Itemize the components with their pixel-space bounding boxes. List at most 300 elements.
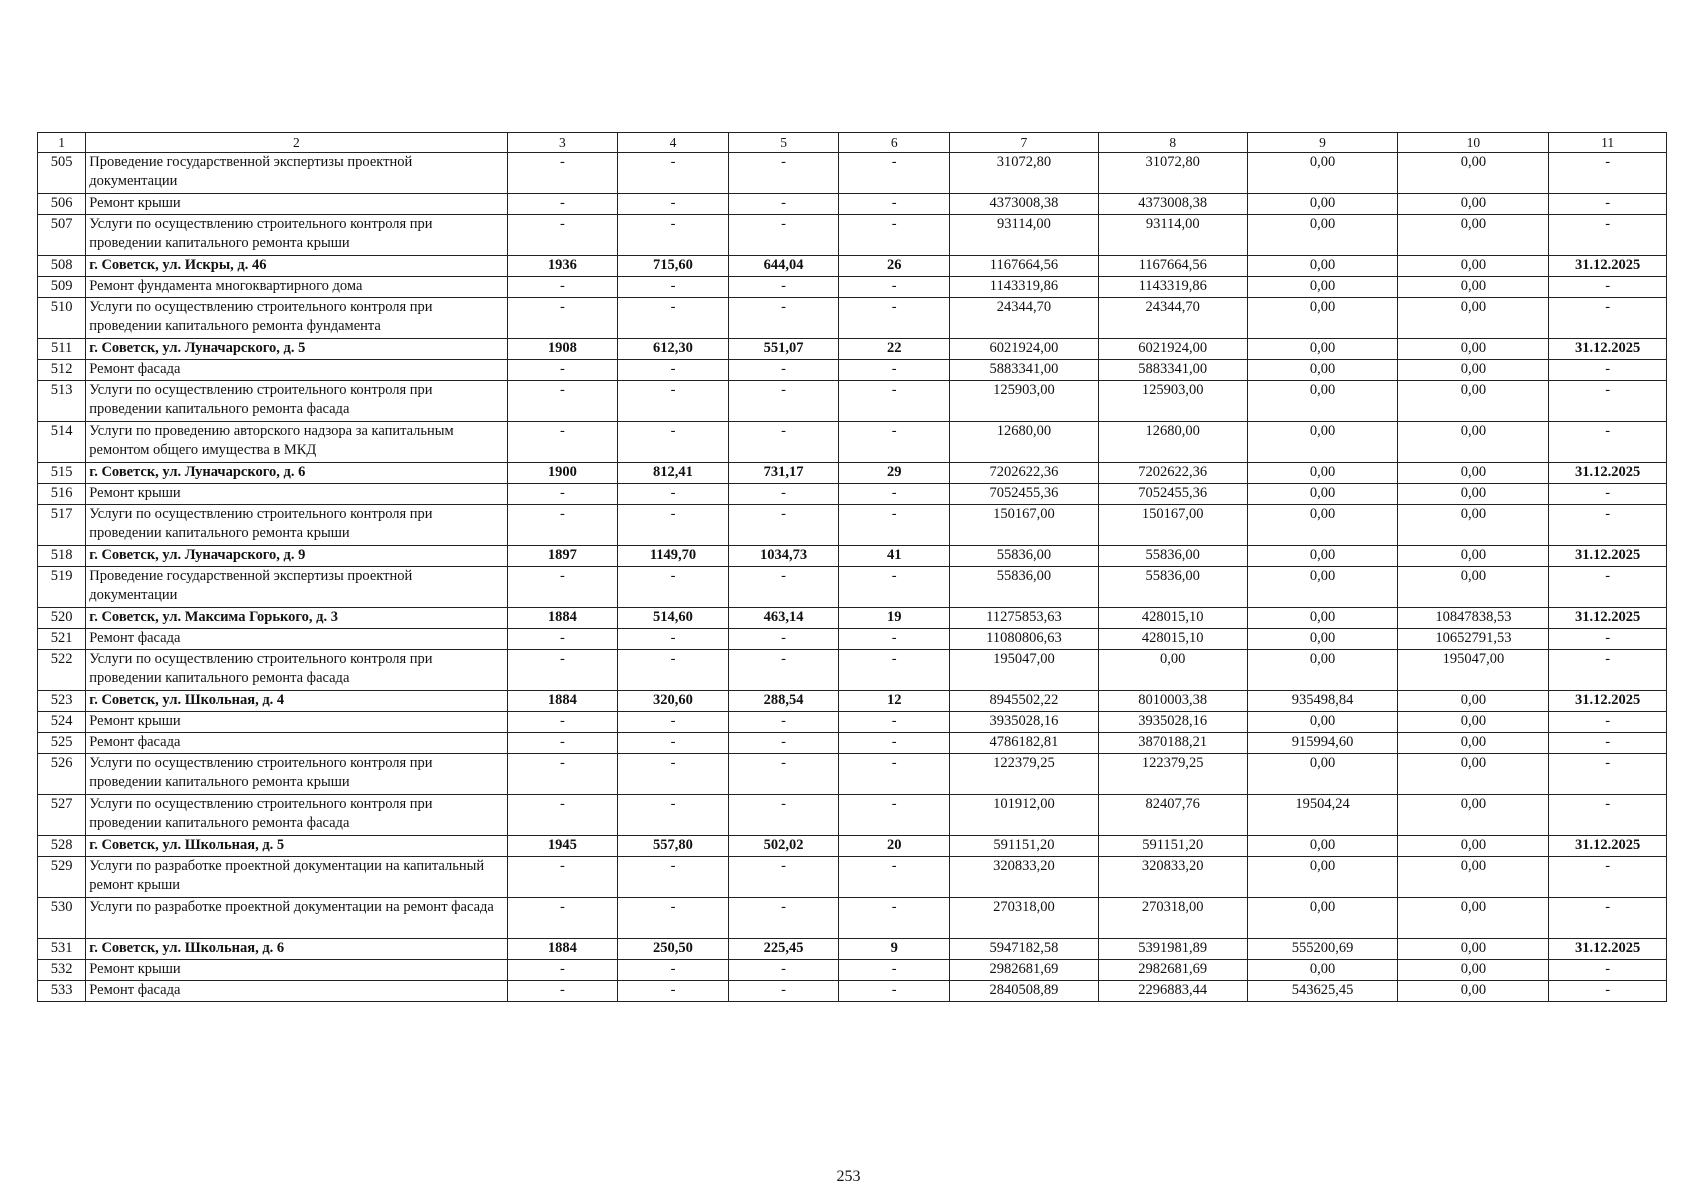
residents-cell: - [839, 360, 950, 381]
deadline-cell: - [1549, 194, 1667, 215]
total-cost-cell: 6021924,00 [950, 339, 1099, 360]
address-row [38, 463, 1667, 484]
fund-cost-cell: 5883341,00 [1098, 360, 1247, 381]
deadline-cell: - [1549, 712, 1667, 733]
work-row [38, 795, 1667, 836]
work-name-cell: Проведение государственной экспертизы проектной документации [86, 153, 507, 194]
work-name-cell: Проведение государственной экспертизы проектной документации [86, 567, 507, 608]
total-area-cell: - [618, 277, 729, 298]
header-cell: 9 [1247, 133, 1398, 153]
deadline-cell: - [1549, 857, 1667, 898]
total-area-cell: - [618, 215, 729, 256]
total-area-cell: - [618, 981, 729, 1002]
work-name-cell: Услуги по осуществлению строительного контроля при проведении капитального ремонта фасада [86, 795, 507, 836]
total-area-cell: - [618, 960, 729, 981]
owners-cost-cell: 0,00 [1247, 567, 1398, 608]
row-number-cell: 530 [38, 898, 86, 939]
row-number-cell: 517 [38, 505, 86, 546]
living-area-cell: - [728, 981, 839, 1002]
other-cost-cell: 0,00 [1398, 339, 1549, 360]
work-name-cell: Ремонт крыши [86, 960, 507, 981]
total-cost-cell: 270318,00 [950, 898, 1099, 939]
living-area-cell: - [728, 277, 839, 298]
table-body [38, 133, 1667, 1002]
work-name-cell: Ремонт фасада [86, 981, 507, 1002]
work-name-cell: г. Советск, ул. Школьная, д. 5 [86, 836, 507, 857]
year-cell: - [507, 153, 618, 194]
year-cell: - [507, 898, 618, 939]
total-cost-cell: 5947182,58 [950, 939, 1099, 960]
row-number-cell: 531 [38, 939, 86, 960]
work-name-cell: г. Советск, ул. Луначарского, д. 9 [86, 546, 507, 567]
address-row [38, 256, 1667, 277]
year-cell: - [507, 650, 618, 691]
owners-cost-cell: 0,00 [1247, 712, 1398, 733]
work-row [38, 960, 1667, 981]
fund-cost-cell: 122379,25 [1098, 754, 1247, 795]
deadline-cell: - [1549, 795, 1667, 836]
residents-cell: - [839, 505, 950, 546]
work-name-cell: Ремонт фасада [86, 733, 507, 754]
other-cost-cell: 0,00 [1398, 422, 1549, 463]
year-cell: - [507, 629, 618, 650]
other-cost-cell: 0,00 [1398, 939, 1549, 960]
living-area-cell: - [728, 381, 839, 422]
header-cell: 4 [618, 133, 729, 153]
fund-cost-cell: 2296883,44 [1098, 981, 1247, 1002]
fund-cost-cell: 2982681,69 [1098, 960, 1247, 981]
deadline-cell: - [1549, 898, 1667, 939]
row-number-cell: 510 [38, 298, 86, 339]
total-area-cell: - [618, 712, 729, 733]
total-cost-cell: 24344,70 [950, 298, 1099, 339]
owners-cost-cell: 0,00 [1247, 650, 1398, 691]
owners-cost-cell: 0,00 [1247, 754, 1398, 795]
header-cell: 7 [950, 133, 1099, 153]
fund-cost-cell: 428015,10 [1098, 608, 1247, 629]
header-cell: 5 [728, 133, 839, 153]
other-cost-cell: 0,00 [1398, 836, 1549, 857]
living-area-cell: - [728, 484, 839, 505]
living-area-cell: 502,02 [728, 836, 839, 857]
owners-cost-cell: 0,00 [1247, 360, 1398, 381]
total-cost-cell: 2840508,89 [950, 981, 1099, 1002]
other-cost-cell: 0,00 [1398, 546, 1549, 567]
total-cost-cell: 195047,00 [950, 650, 1099, 691]
work-row [38, 153, 1667, 194]
fund-cost-cell: 150167,00 [1098, 505, 1247, 546]
living-area-cell: 225,45 [728, 939, 839, 960]
row-number-cell: 506 [38, 194, 86, 215]
fund-cost-cell: 428015,10 [1098, 629, 1247, 650]
deadline-cell: - [1549, 960, 1667, 981]
row-number-cell: 505 [38, 153, 86, 194]
deadline-cell: - [1549, 153, 1667, 194]
year-cell: 1884 [507, 608, 618, 629]
work-name-cell: Ремонт крыши [86, 484, 507, 505]
year-cell: 1936 [507, 256, 618, 277]
owners-cost-cell: 0,00 [1247, 505, 1398, 546]
year-cell: - [507, 981, 618, 1002]
work-row [38, 981, 1667, 1002]
residents-cell: - [839, 795, 950, 836]
work-name-cell: Ремонт крыши [86, 712, 507, 733]
row-number-cell: 525 [38, 733, 86, 754]
fund-cost-cell: 3870188,21 [1098, 733, 1247, 754]
other-cost-cell: 0,00 [1398, 733, 1549, 754]
fund-cost-cell: 55836,00 [1098, 546, 1247, 567]
total-area-cell: - [618, 650, 729, 691]
residents-cell: 9 [839, 939, 950, 960]
residents-cell: 20 [839, 836, 950, 857]
work-row [38, 898, 1667, 939]
address-row [38, 691, 1667, 712]
deadline-cell: 31.12.2025 [1549, 339, 1667, 360]
work-name-cell: Ремонт фундамента многоквартирного дома [86, 277, 507, 298]
living-area-cell: - [728, 194, 839, 215]
fund-cost-cell: 24344,70 [1098, 298, 1247, 339]
owners-cost-cell: 0,00 [1247, 857, 1398, 898]
year-cell: - [507, 381, 618, 422]
total-cost-cell: 125903,00 [950, 381, 1099, 422]
year-cell: - [507, 795, 618, 836]
year-cell: - [507, 567, 618, 608]
owners-cost-cell: 543625,45 [1247, 981, 1398, 1002]
other-cost-cell: 0,00 [1398, 194, 1549, 215]
living-area-cell: - [728, 795, 839, 836]
other-cost-cell: 0,00 [1398, 754, 1549, 795]
living-area-cell: - [728, 298, 839, 339]
living-area-cell: 463,14 [728, 608, 839, 629]
living-area-cell: - [728, 215, 839, 256]
living-area-cell: - [728, 422, 839, 463]
other-cost-cell: 0,00 [1398, 277, 1549, 298]
fund-cost-cell: 1167664,56 [1098, 256, 1247, 277]
residents-cell: - [839, 567, 950, 608]
header-cell: 6 [839, 133, 950, 153]
total-cost-cell: 11080806,63 [950, 629, 1099, 650]
work-name-cell: Услуги по проведению авторского надзора за капитальным ремонтом общего имущества в МКД [86, 422, 507, 463]
header-cell: 1 [38, 133, 86, 153]
total-cost-cell: 31072,80 [950, 153, 1099, 194]
owners-cost-cell: 0,00 [1247, 194, 1398, 215]
other-cost-cell: 0,00 [1398, 505, 1549, 546]
total-cost-cell: 11275853,63 [950, 608, 1099, 629]
fund-cost-cell: 591151,20 [1098, 836, 1247, 857]
work-row [38, 194, 1667, 215]
fund-cost-cell: 6021924,00 [1098, 339, 1247, 360]
living-area-cell: - [728, 712, 839, 733]
total-area-cell: - [618, 381, 729, 422]
work-name-cell: г. Советск, ул. Максима Горького, д. 3 [86, 608, 507, 629]
fund-cost-cell: 1143319,86 [1098, 277, 1247, 298]
residents-cell: - [839, 629, 950, 650]
total-area-cell: - [618, 795, 729, 836]
fund-cost-cell: 7052455,36 [1098, 484, 1247, 505]
work-name-cell: Услуги по осуществлению строительного контроля при проведении капитального ремонта крыши [86, 505, 507, 546]
fund-cost-cell: 7202622,36 [1098, 463, 1247, 484]
address-row [38, 608, 1667, 629]
other-cost-cell: 195047,00 [1398, 650, 1549, 691]
deadline-cell: - [1549, 360, 1667, 381]
work-row [38, 505, 1667, 546]
work-name-cell: Услуги по осуществлению строительного контроля при проведении капитального ремонта фундамента [86, 298, 507, 339]
row-number-cell: 520 [38, 608, 86, 629]
row-number-cell: 522 [38, 650, 86, 691]
work-row [38, 712, 1667, 733]
total-cost-cell: 8945502,22 [950, 691, 1099, 712]
total-cost-cell: 7052455,36 [950, 484, 1099, 505]
living-area-cell: - [728, 960, 839, 981]
total-area-cell: - [618, 153, 729, 194]
document-table-container [37, 132, 1667, 1002]
work-row [38, 422, 1667, 463]
work-row [38, 381, 1667, 422]
work-row [38, 857, 1667, 898]
row-number-cell: 514 [38, 422, 86, 463]
work-name-cell: г. Советск, ул. Школьная, д. 6 [86, 939, 507, 960]
row-number-cell: 524 [38, 712, 86, 733]
deadline-cell: - [1549, 505, 1667, 546]
year-cell: 1908 [507, 339, 618, 360]
residents-cell: - [839, 194, 950, 215]
work-name-cell: г. Советск, ул. Школьная, д. 4 [86, 691, 507, 712]
owners-cost-cell: 0,00 [1247, 463, 1398, 484]
header-cell: 11 [1549, 133, 1667, 153]
address-row [38, 836, 1667, 857]
residents-cell: - [839, 733, 950, 754]
residents-cell: 41 [839, 546, 950, 567]
row-number-cell: 507 [38, 215, 86, 256]
residents-cell: - [839, 484, 950, 505]
total-cost-cell: 5883341,00 [950, 360, 1099, 381]
other-cost-cell: 0,00 [1398, 981, 1549, 1002]
total-area-cell: - [618, 484, 729, 505]
deadline-cell: - [1549, 298, 1667, 339]
deadline-cell: - [1549, 422, 1667, 463]
address-row [38, 339, 1667, 360]
deadline-cell: 31.12.2025 [1549, 256, 1667, 277]
owners-cost-cell: 935498,84 [1247, 691, 1398, 712]
total-cost-cell: 2982681,69 [950, 960, 1099, 981]
total-area-cell: 320,60 [618, 691, 729, 712]
row-number-cell: 508 [38, 256, 86, 277]
capital-repair-table [37, 132, 1667, 1002]
year-cell: - [507, 712, 618, 733]
living-area-cell: 731,17 [728, 463, 839, 484]
work-row [38, 277, 1667, 298]
residents-cell: - [839, 898, 950, 939]
total-area-cell: - [618, 360, 729, 381]
other-cost-cell: 0,00 [1398, 153, 1549, 194]
row-number-cell: 519 [38, 567, 86, 608]
owners-cost-cell: 0,00 [1247, 153, 1398, 194]
fund-cost-cell: 3935028,16 [1098, 712, 1247, 733]
residents-cell: - [839, 712, 950, 733]
owners-cost-cell: 555200,69 [1247, 939, 1398, 960]
residents-cell: - [839, 754, 950, 795]
living-area-cell: - [728, 360, 839, 381]
row-number-cell: 515 [38, 463, 86, 484]
owners-cost-cell: 0,00 [1247, 836, 1398, 857]
other-cost-cell: 0,00 [1398, 712, 1549, 733]
year-cell: - [507, 505, 618, 546]
total-area-cell: 612,30 [618, 339, 729, 360]
living-area-cell: - [728, 857, 839, 898]
owners-cost-cell: 0,00 [1247, 546, 1398, 567]
deadline-cell: 31.12.2025 [1549, 691, 1667, 712]
owners-cost-cell: 19504,24 [1247, 795, 1398, 836]
fund-cost-cell: 270318,00 [1098, 898, 1247, 939]
other-cost-cell: 0,00 [1398, 381, 1549, 422]
row-number-cell: 513 [38, 381, 86, 422]
work-row [38, 733, 1667, 754]
living-area-cell: 551,07 [728, 339, 839, 360]
year-cell: 1945 [507, 836, 618, 857]
total-cost-cell: 12680,00 [950, 422, 1099, 463]
header-cell: 3 [507, 133, 618, 153]
year-cell: - [507, 277, 618, 298]
row-number-cell: 516 [38, 484, 86, 505]
owners-cost-cell: 0,00 [1247, 256, 1398, 277]
residents-cell: 29 [839, 463, 950, 484]
deadline-cell: - [1549, 754, 1667, 795]
total-cost-cell: 4373008,38 [950, 194, 1099, 215]
work-name-cell: Услуги по осуществлению строительного контроля при проведении капитального ремонта крыши [86, 754, 507, 795]
residents-cell: 19 [839, 608, 950, 629]
deadline-cell: - [1549, 629, 1667, 650]
total-area-cell: 715,60 [618, 256, 729, 277]
total-cost-cell: 101912,00 [950, 795, 1099, 836]
residents-cell: - [839, 381, 950, 422]
residents-cell: - [839, 215, 950, 256]
residents-cell: - [839, 422, 950, 463]
living-area-cell: - [728, 153, 839, 194]
fund-cost-cell: 12680,00 [1098, 422, 1247, 463]
fund-cost-cell: 4373008,38 [1098, 194, 1247, 215]
owners-cost-cell: 0,00 [1247, 629, 1398, 650]
total-area-cell: - [618, 505, 729, 546]
residents-cell: 26 [839, 256, 950, 277]
column-number-row [38, 133, 1667, 153]
owners-cost-cell: 0,00 [1247, 422, 1398, 463]
total-cost-cell: 4786182,81 [950, 733, 1099, 754]
owners-cost-cell: 0,00 [1247, 608, 1398, 629]
total-area-cell: - [618, 422, 729, 463]
deadline-cell: 31.12.2025 [1549, 939, 1667, 960]
living-area-cell: - [728, 754, 839, 795]
row-number-cell: 526 [38, 754, 86, 795]
other-cost-cell: 0,00 [1398, 298, 1549, 339]
total-area-cell: - [618, 194, 729, 215]
living-area-cell: - [728, 629, 839, 650]
other-cost-cell: 10847838,53 [1398, 608, 1549, 629]
other-cost-cell: 0,00 [1398, 960, 1549, 981]
total-area-cell: - [618, 629, 729, 650]
work-name-cell: Услуги по осуществлению строительного контроля при проведении капитального ремонта фасада [86, 650, 507, 691]
owners-cost-cell: 915994,60 [1247, 733, 1398, 754]
owners-cost-cell: 0,00 [1247, 277, 1398, 298]
other-cost-cell: 0,00 [1398, 256, 1549, 277]
work-row [38, 298, 1667, 339]
page-number: 253 [836, 1168, 861, 1185]
residents-cell: - [839, 298, 950, 339]
total-area-cell: 250,50 [618, 939, 729, 960]
deadline-cell: - [1549, 484, 1667, 505]
total-cost-cell: 150167,00 [950, 505, 1099, 546]
other-cost-cell: 0,00 [1398, 795, 1549, 836]
total-area-cell: 514,60 [618, 608, 729, 629]
total-area-cell: - [618, 857, 729, 898]
total-cost-cell: 1143319,86 [950, 277, 1099, 298]
total-area-cell: 557,80 [618, 836, 729, 857]
deadline-cell: - [1549, 381, 1667, 422]
year-cell: - [507, 360, 618, 381]
total-cost-cell: 93114,00 [950, 215, 1099, 256]
work-row [38, 567, 1667, 608]
year-cell: - [507, 422, 618, 463]
residents-cell: - [839, 153, 950, 194]
owners-cost-cell: 0,00 [1247, 381, 1398, 422]
address-row [38, 546, 1667, 567]
fund-cost-cell: 125903,00 [1098, 381, 1247, 422]
row-number-cell: 532 [38, 960, 86, 981]
row-number-cell: 523 [38, 691, 86, 712]
row-number-cell: 521 [38, 629, 86, 650]
owners-cost-cell: 0,00 [1247, 298, 1398, 339]
total-cost-cell: 7202622,36 [950, 463, 1099, 484]
work-name-cell: г. Советск, ул. Искры, д. 46 [86, 256, 507, 277]
deadline-cell: - [1549, 733, 1667, 754]
living-area-cell: - [728, 567, 839, 608]
total-cost-cell: 320833,20 [950, 857, 1099, 898]
deadline-cell: - [1549, 650, 1667, 691]
residents-cell: 22 [839, 339, 950, 360]
residents-cell: - [839, 277, 950, 298]
total-cost-cell: 55836,00 [950, 567, 1099, 608]
year-cell: 1897 [507, 546, 618, 567]
owners-cost-cell: 0,00 [1247, 484, 1398, 505]
work-name-cell: г. Советск, ул. Луначарского, д. 5 [86, 339, 507, 360]
year-cell: 1884 [507, 691, 618, 712]
total-area-cell: - [618, 898, 729, 939]
other-cost-cell: 0,00 [1398, 898, 1549, 939]
living-area-cell: - [728, 898, 839, 939]
living-area-cell: 1034,73 [728, 546, 839, 567]
work-row [38, 650, 1667, 691]
year-cell: - [507, 484, 618, 505]
fund-cost-cell: 8010003,38 [1098, 691, 1247, 712]
total-cost-cell: 55836,00 [950, 546, 1099, 567]
living-area-cell: - [728, 505, 839, 546]
address-row [38, 939, 1667, 960]
residents-cell: - [839, 981, 950, 1002]
row-number-cell: 528 [38, 836, 86, 857]
living-area-cell: - [728, 733, 839, 754]
work-name-cell: г. Советск, ул. Луначарского, д. 6 [86, 463, 507, 484]
fund-cost-cell: 5391981,89 [1098, 939, 1247, 960]
work-name-cell: Услуги по разработке проектной документации на ремонт фасада [86, 898, 507, 939]
deadline-cell: 31.12.2025 [1549, 463, 1667, 484]
total-area-cell: 1149,70 [618, 546, 729, 567]
residents-cell: - [839, 650, 950, 691]
total-area-cell: - [618, 733, 729, 754]
work-name-cell: Ремонт крыши [86, 194, 507, 215]
fund-cost-cell: 55836,00 [1098, 567, 1247, 608]
work-row [38, 754, 1667, 795]
other-cost-cell: 0,00 [1398, 857, 1549, 898]
year-cell: - [507, 215, 618, 256]
